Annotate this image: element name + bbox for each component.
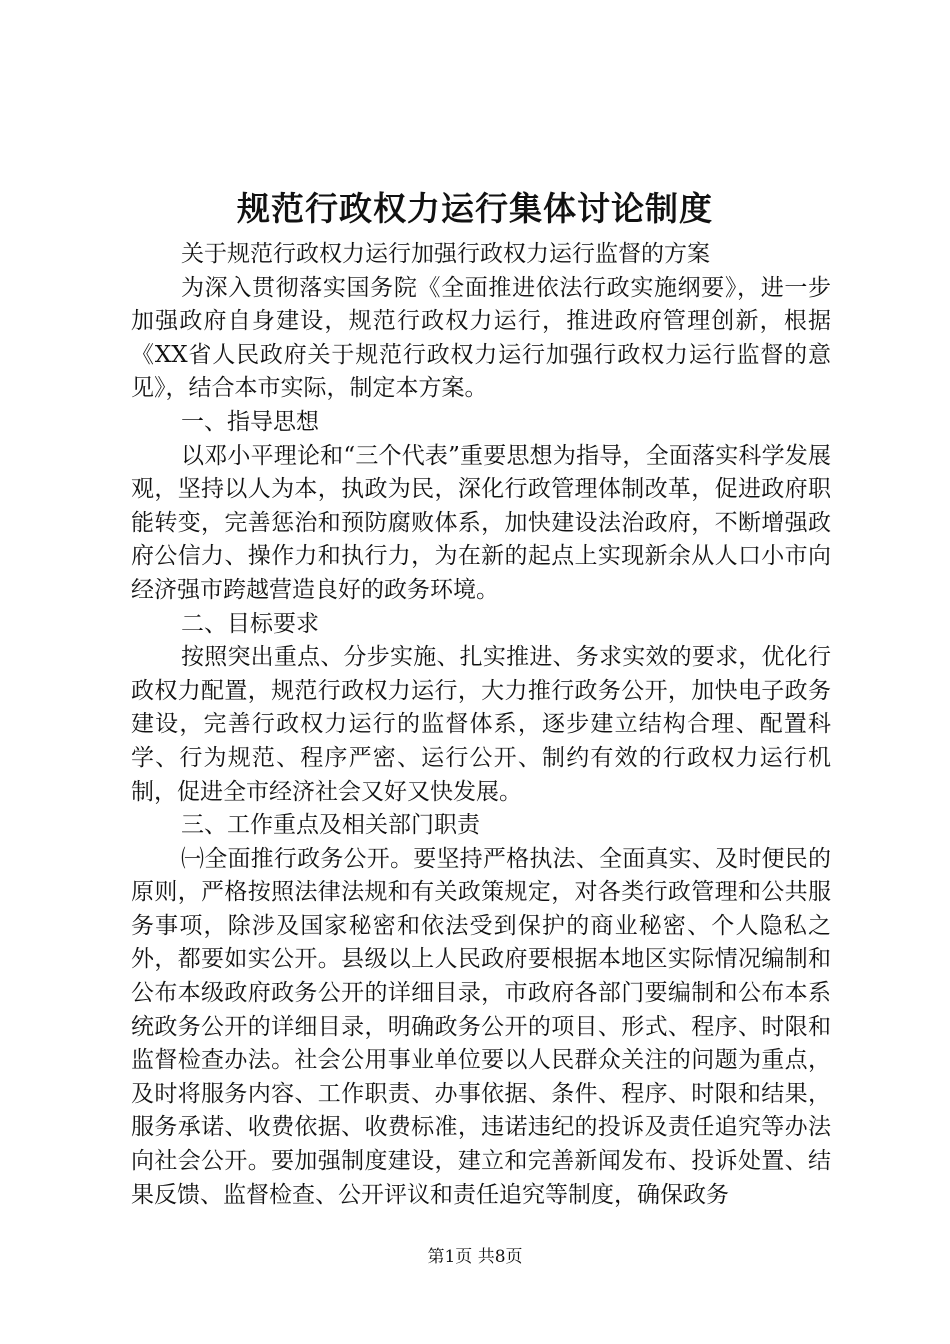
intro-paragraph: 为深入贯彻落实国务院《全面推进依法行政实施纲要》，进一步加强政府自身建设，规范行政权力运行，推进政府管理创新，根据《XX省人民政府关于规范行政权力运行加强行政权力运行监督的意见》，结合本市实际，制定本方案。 <box>131 274 831 402</box>
section-heading-1: 一、指导思想 <box>181 408 319 435</box>
section-paragraph-3: ㈠全面推行政务公开。要坚持严格执法、全面真实、及时便民的原则，严格按照法律法规和有关政策规定，对各类行政管理和公共服务事项，除涉及国家秘密和依法受到保护的商业秘密、个人隐私之外，都要如实公开。县级以上人民政府要根据本地区实际情况编制和公布本级政府政务公开的详细目录，市政府各部门要编制和公布本系统政务公开的详细目录，明确政务公开的项目、形式、程序、时限和监督检查办法。社会公用事业单位要以人民群众关注的问题为重点，及时将服务内容、工作职责、办事依据、条件、程序、时限和结果，服务承诺、收费依据、收费标准，违诺违纪的投诉及责任追究等办法向社会公开。要加强制度建设，建立和完善新闻发布、投诉处置、结果反馈、监督检查、公开评议和责任追究等制度，确保政务 <box>131 845 831 1208</box>
document-body <box>131 238 831 1212</box>
intro-heading: 关于规范行政权力运行加强行政权力运行监督的方案 <box>181 241 710 267</box>
section-paragraph-1: 以邓小平理论和“三个代表”重要思想为指导，全面落实科学发展观，坚持以人为本，执政为民，深化行政管理体制改革，促进政府职能转变，完善惩治和预防腐败体系，加快建设法治政府，不断增强政府公信力、操作力和执行力，为在新的起点上实现新余从人口小市向经济强市跨越营造良好的政务环境。 <box>131 442 831 603</box>
section-heading-3: 三、工作重点及相关部门职责 <box>181 812 480 839</box>
page-number-footer: 第1页 共8页 <box>427 1247 523 1267</box>
document-title: 规范行政权力运行集体讨论制度 <box>237 189 713 228</box>
section-paragraph-2: 按照突出重点、分步实施、扎实推进、务求实效的要求，优化行政权力配置，规范行政权力运行，大力推行政务公开，加快电子政务建设，完善行政权力运行的监督体系，逐步建立结构合理、配置科学、行为规范、程序严密、运行公开、制约有效的行政权力运行机制，促进全市经济社会又好又快发展。 <box>131 644 831 805</box>
section-heading-2: 二、目标要求 <box>181 610 319 637</box>
